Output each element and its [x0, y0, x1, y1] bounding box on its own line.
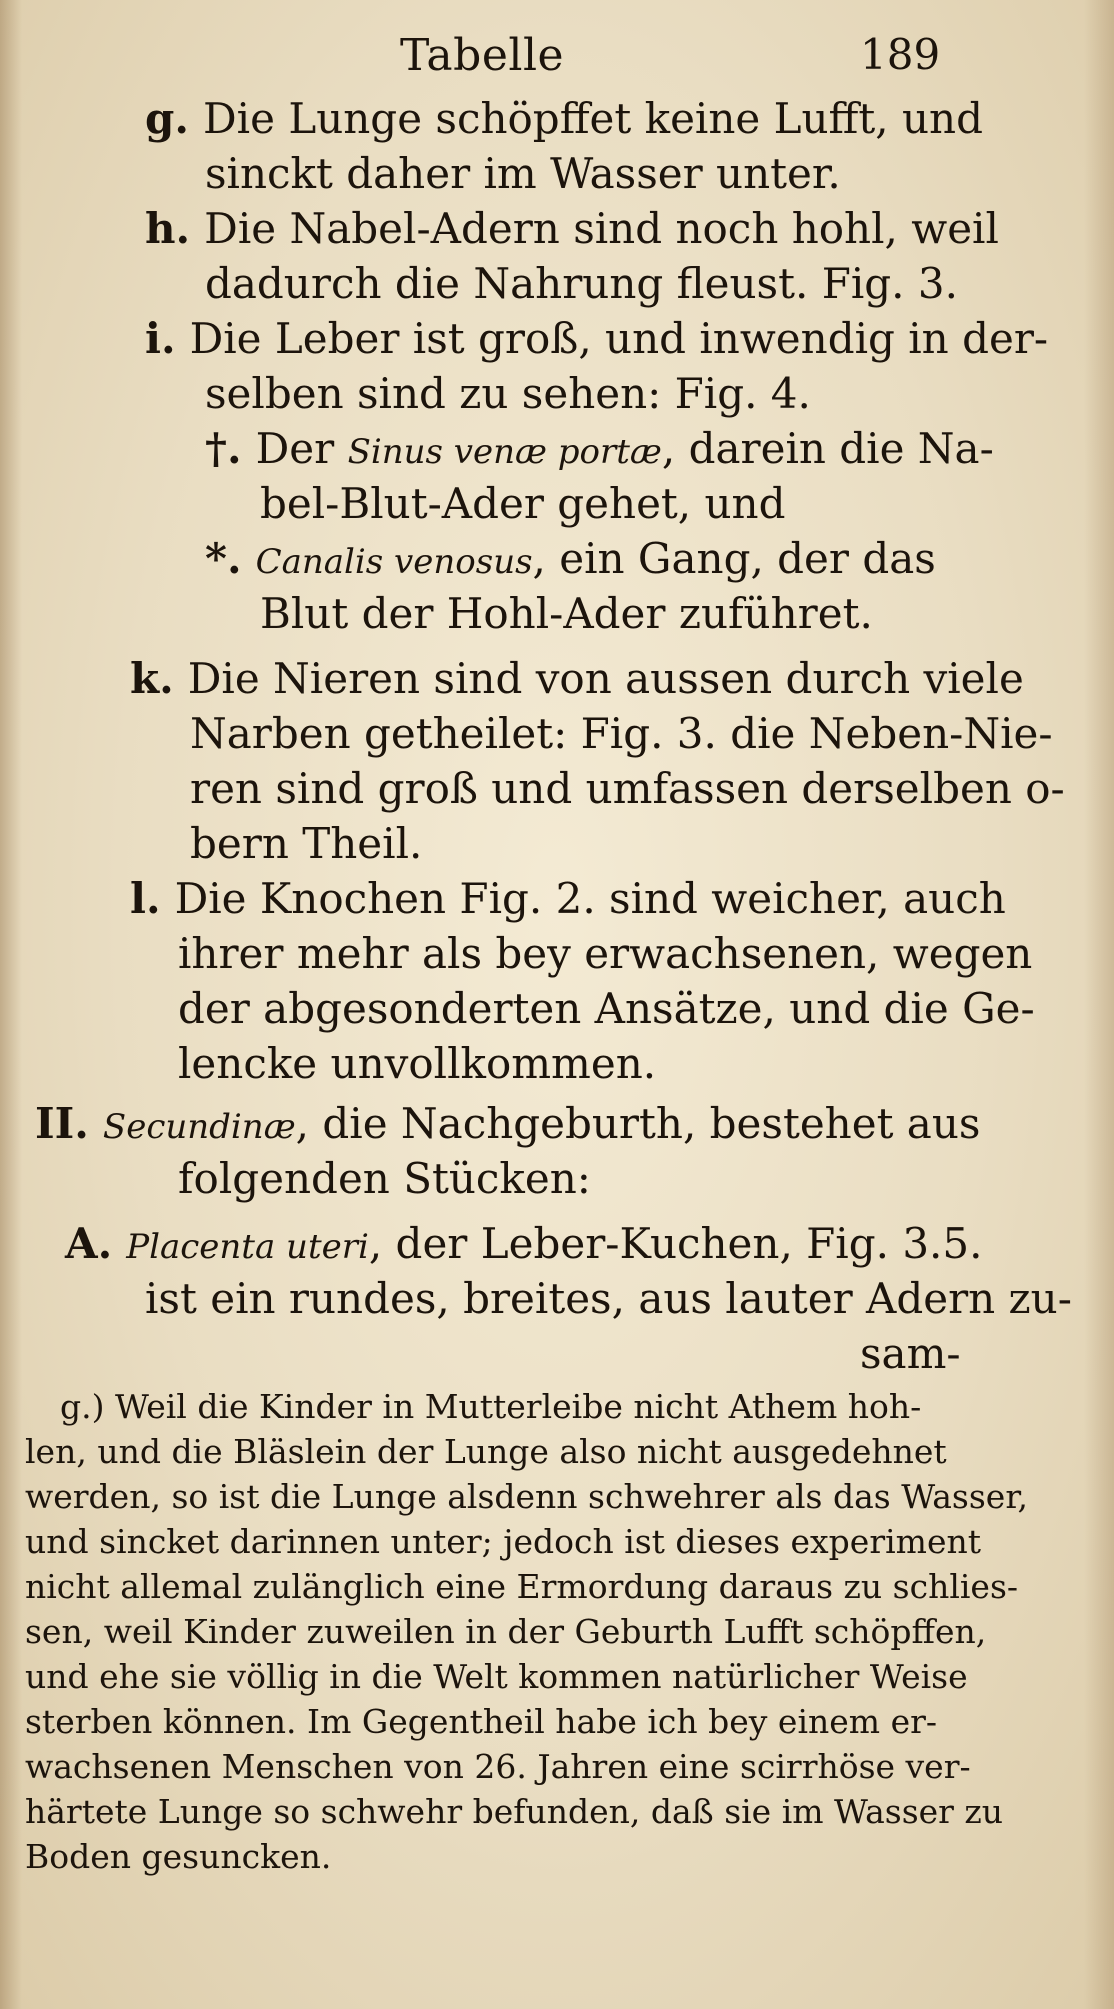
entry-II-line-2: folgenden Stücken: — [178, 1154, 591, 1203]
footnote-line: sterben können. Im Gegentheil habe ich bey einem er- — [25, 1702, 938, 1741]
entry-label: II. — [35, 1099, 89, 1148]
entry-text: Die Nieren sind von aussen durch viele — [187, 654, 1024, 703]
entry-l-line-1 — [130, 874, 1006, 923]
entry-g-line-2: sinckt daher im Wasser unter. — [205, 149, 841, 198]
footnote-line: und ehe sie völlig in die Welt kommen natürlicher Weise — [25, 1657, 968, 1696]
entry-label: †. — [205, 424, 242, 473]
entry-label: *. — [205, 534, 242, 583]
footnote-line: und sincket darinnen unter; jedoch ist dieses experiment — [25, 1522, 981, 1561]
entry-A-line-2: ist ein rundes, breites, aus lauter Adern zu- — [145, 1274, 1072, 1323]
page-header — [0, 30, 1114, 90]
entry-star-line-1 — [205, 534, 936, 583]
latin-term: Secundinæ — [102, 1107, 296, 1147]
entry-k-line-4: bern Theil. — [190, 819, 423, 868]
footnote-line: sen, weil Kinder zuweilen in der Geburth Lufft schöpffen, — [25, 1612, 987, 1651]
entry-k-line-2: Narben getheilet: Fig. 3. die Neben-Nie- — [190, 709, 1053, 758]
entry-text-pre: Der — [255, 424, 335, 473]
entry-dagger-line-1 — [205, 424, 994, 473]
entry-g-line-1 — [145, 94, 983, 143]
entry-A-line-1 — [65, 1219, 983, 1268]
footnote-line: g.) Weil die Kinder in Mutterleibe nicht Athem hoh- — [60, 1387, 922, 1426]
running-title: Tabelle — [400, 30, 565, 81]
entry-label: k. — [130, 654, 174, 703]
entry-i-line-2: selben sind zu sehen: Fig. 4. — [205, 369, 811, 418]
latin-term: Sinus venæ portæ — [347, 432, 662, 472]
footnote-line: härtete Lunge so schwehr befunden, daß sie im Wasser zu — [25, 1792, 1004, 1831]
footnote-line: Boden gesuncken. — [25, 1837, 332, 1876]
entry-k-line-1 — [130, 654, 1024, 703]
entry-text: Die Knochen Fig. 2. sind weicher, auch — [174, 874, 1006, 923]
entry-dagger-line-2: bel-Blut-Ader gehet, und — [260, 479, 786, 528]
entry-label: l. — [130, 874, 161, 923]
page-number: 189 — [860, 30, 941, 79]
entry-h-line-2: dadurch die Nahrung fleust. Fig. 3. — [205, 259, 958, 308]
entry-text: Die Lunge schöpffet keine Lufft, und — [203, 94, 983, 143]
entry-star-line-2: Blut der Hohl-Ader zuführet. — [260, 589, 873, 638]
entry-label: A. — [65, 1219, 113, 1268]
footnote-line: wachsenen Menschen von 26. Jahren eine scirrhöse ver- — [25, 1747, 971, 1786]
entry-II-line-1 — [35, 1099, 981, 1148]
entry-text: Die Nabel-Adern sind noch hohl, weil — [204, 204, 999, 253]
entry-l-line-2: ihrer mehr als bey erwachsenen, wegen — [178, 929, 1033, 978]
catchword: sam- — [860, 1329, 961, 1378]
entry-i-line-1 — [145, 314, 1049, 363]
entry-text-post: , darein die Na- — [661, 424, 994, 473]
entry-label: h. — [145, 204, 191, 253]
latin-term: Placenta uteri — [126, 1227, 369, 1267]
entry-h-line-1 — [145, 204, 999, 253]
entry-k-line-3: ren sind groß und umfassen derselben o- — [190, 764, 1065, 813]
footnote-line: nicht allemal zulänglich eine Ermordung daraus zu schlies- — [25, 1567, 1019, 1606]
latin-term: Canalis venosus — [255, 542, 533, 582]
entry-text-post: , die Nachgeburth, bestehet aus — [295, 1099, 981, 1148]
entry-label: g. — [145, 94, 189, 143]
footnote-line: len, und die Bläslein der Lunge also nicht ausgedehnet — [25, 1432, 947, 1471]
footnote-line: werden, so ist die Lunge alsdenn schwehrer als das Wasser, — [25, 1477, 1028, 1516]
entry-text-post: , ein Gang, der das — [532, 534, 936, 583]
entry-label: i. — [145, 314, 176, 363]
entry-l-line-3: der abgesonderten Ansätze, und die Ge- — [178, 984, 1035, 1033]
entry-text: Die Leber ist groß, und inwendig in der- — [189, 314, 1049, 363]
entry-text-post: , der Leber-Kuchen, Fig. 3.5. — [368, 1219, 983, 1268]
entry-l-line-4: lencke unvollkommen. — [178, 1039, 657, 1088]
